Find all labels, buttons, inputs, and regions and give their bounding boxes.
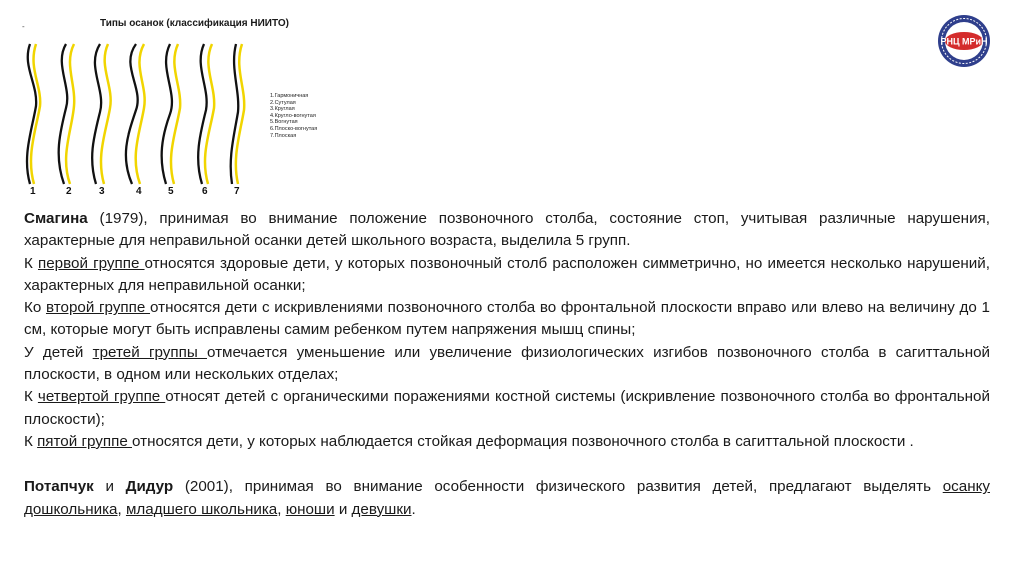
spine-number-7: 7 [234, 186, 240, 197]
author-potapchuk: Потапчук [24, 478, 94, 496]
paragraph-smagina [24, 208, 990, 253]
paragraph-group-1 [24, 253, 990, 298]
paragraph-group-3 [24, 342, 990, 387]
group-3-link[interactable]: третей группы [92, 343, 207, 361]
paragraph-text: относятся дети, у которых наблюдается стойкая деформация позвоночного столба в сагиттальной плоскости . [132, 432, 914, 450]
figure-tick-mark: - [22, 22, 25, 31]
paragraph-text: (1979), принимая во внимание положение позвоночного столба, состояние стоп, учитывая различные нарушения, характерные для неправильной осанки детей школьного возраста, выделила 5 групп. [24, 210, 990, 250]
posture-legend [270, 93, 317, 139]
separator: . [411, 500, 416, 518]
figure-title: Типы осанок (классификация НИИТО) [100, 18, 289, 29]
paragraph-spacer [24, 453, 990, 476]
paragraph-prefix: У детей [24, 343, 93, 361]
paragraph-prefix: К [24, 254, 38, 272]
spine-7-line [231, 44, 239, 184]
paragraph-text: относятся здоровые дети, у которых позвоночный столб расположен симметрично, но имеется несколько нарушений, характерных для неправильной осанки; [24, 254, 990, 294]
youth-link[interactable]: юноши [285, 500, 335, 518]
paragraph-group-2 [24, 297, 990, 342]
legend-item: 7.Плоская [270, 132, 297, 139]
legend-item: 4.Кругло-вогнутая [270, 112, 316, 119]
paragraph-prefix: Ко [24, 299, 46, 317]
conjunction: и [334, 500, 352, 518]
paragraph-text: отмечается уменьшение или увеличение физиологических изгибов позвоночного столба в сагиттальной плоскости, в одном или нескольких отделах; [24, 343, 991, 384]
group-2-link[interactable]: второй группе [45, 299, 151, 317]
paragraph-text: относятся дети с искривлениями позвоночного столба во фронтальной плоскости вправо или влево на величину до 1 см, которые могут быть исправлены самим ребенком путем напряжения мышц спины; [24, 299, 990, 339]
spine-4-ideal-line [136, 44, 145, 184]
girl-link[interactable]: девушки [351, 500, 412, 518]
logo-text: РНЦ МРиН [940, 36, 988, 47]
spine-5-ideal-line [171, 44, 180, 184]
legend-item: 2.Сутулая [270, 99, 296, 106]
spine-number-4: 4 [136, 186, 142, 197]
group-1-link[interactable]: первой группе [38, 254, 145, 272]
spine-number-5: 5 [168, 186, 174, 197]
author-smagina: Смагина [24, 210, 88, 227]
group-5-link[interactable]: пятой группе [37, 432, 132, 450]
separator: , [117, 500, 126, 518]
junior-schooler-link[interactable]: младшего школьника [125, 500, 278, 518]
paragraph-text: относят детей с органическими поражениями костной системы (искривление позвоночного столба во фронтальной плоскости); [24, 388, 990, 428]
rnc-mrin-logo [936, 13, 992, 69]
preschooler-posture-link[interactable]: осанку дошкольника [24, 478, 990, 518]
spine-number-2: 2 [66, 186, 72, 197]
spine-3-ideal-line [101, 44, 111, 184]
spine-number-3: 3 [99, 186, 105, 197]
legend-item: 5.Вогнутая [270, 119, 298, 126]
spine-2-ideal-line [66, 44, 74, 184]
group-4-link[interactable]: четвертой группе [37, 388, 166, 406]
separator: , [277, 500, 286, 518]
paragraph-prefix: К [24, 432, 38, 450]
conjunction: и [93, 478, 126, 496]
paragraph-potapchuk-didur [24, 476, 990, 521]
legend-item: 3.Круглая [270, 106, 295, 113]
legend-item: 6.Плоско-вогнутая [270, 125, 318, 132]
spine-6-ideal-line [205, 44, 214, 184]
spine-number-1: 1 [30, 186, 36, 197]
paragraph-group-5 [24, 431, 990, 453]
paragraph-prefix: К [24, 388, 38, 406]
spine-number-6: 6 [202, 186, 208, 197]
main-text [24, 208, 990, 521]
posture-types-figure [20, 38, 260, 198]
paragraph-text: (2001), принимая во внимание особенности физического развития детей, предлагают выделять [173, 478, 943, 496]
legend-item: 1.Гармоничная [270, 93, 309, 99]
paragraph-group-4 [24, 386, 990, 431]
author-didur: Дидур [125, 478, 174, 496]
